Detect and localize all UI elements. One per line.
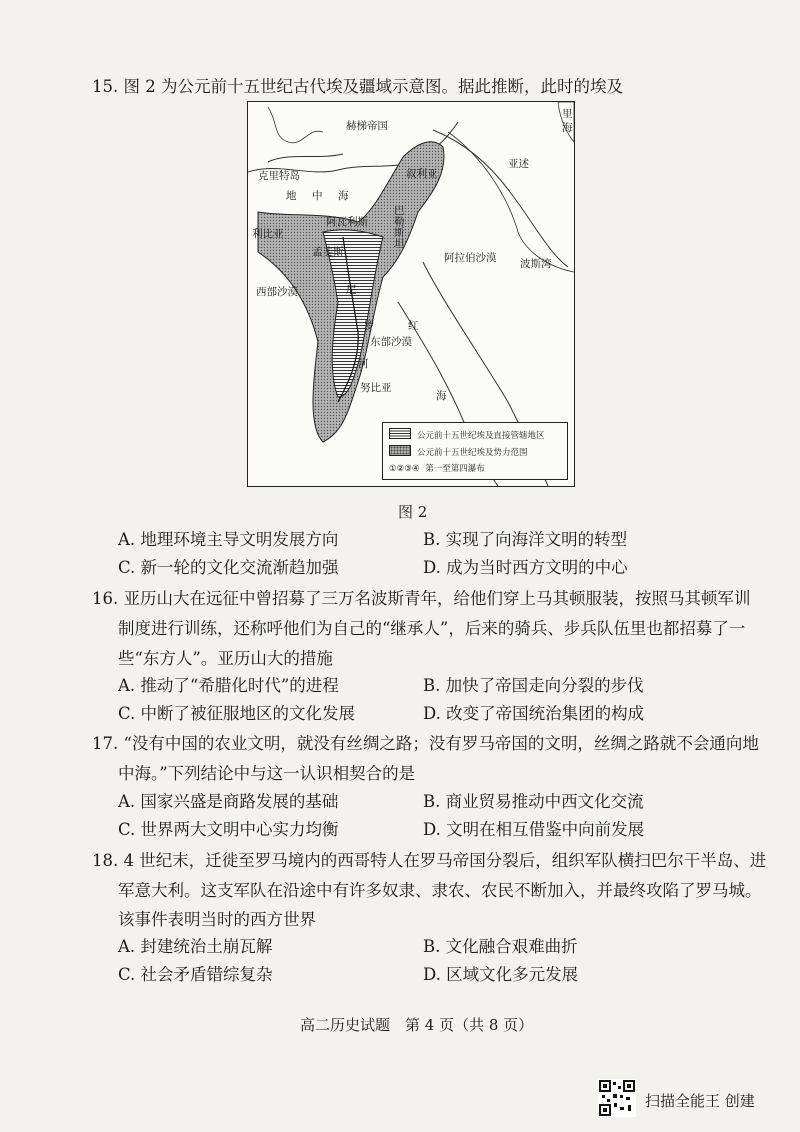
label-med-2: 中: [312, 190, 323, 202]
q16-option-c[interactable]: C. 中断了被征服地区的文化发展: [118, 704, 356, 723]
label-hittite: 赫梯帝国: [346, 120, 388, 132]
legend-row-cataracts: [389, 462, 485, 474]
egypt-map: [247, 101, 575, 487]
q18-stem-line3: 该事件表明当时的西方世界: [118, 910, 316, 929]
label-nubia: 努比亚: [360, 382, 392, 394]
label-arabian-desert: 阿拉伯沙漠: [444, 252, 497, 264]
q18-stem-line2: 军意大利。这支军队在沿途中有许多奴隶、隶农、农民不断加入，并最终攻陷了罗马城。: [118, 881, 762, 900]
q18-option-c[interactable]: C. 社会矛盾错综复杂: [118, 965, 273, 984]
label-caspian-2: 海: [562, 122, 573, 134]
label-persian-gulf: 波斯湾: [520, 258, 552, 270]
q17-option-c[interactable]: C. 世界两大文明中心实力均衡: [118, 820, 339, 839]
map-legend: [382, 422, 568, 480]
label-nile-2: 罗: [364, 320, 375, 332]
q18-option-a[interactable]: A. 封建统治土崩瓦解: [118, 937, 273, 956]
q17-stem-line1: 17. “没有中国的农业文明，就没有丝绸之路；没有罗马帝国的文明，丝绸之路就不会通向地: [92, 734, 759, 753]
label-syria: 叙利亚: [406, 168, 438, 180]
figure-caption: 图 2: [398, 503, 428, 521]
q16-stem-line2: 制度进行训练，还称呼他们为自己的“继承人”，后来的骑兵、步兵队伍里也都招募了一: [118, 619, 746, 638]
q17-option-b[interactable]: B. 商业贸易推动中西文化交流: [423, 792, 644, 811]
label-assyria: 亚述: [508, 158, 529, 170]
q15-option-d[interactable]: D. 成为当时西方文明的中心: [423, 558, 628, 577]
legend-row-hatched: [389, 428, 545, 441]
label-red-1: 红: [408, 320, 419, 332]
q15-option-b[interactable]: B. 实现了向海洋文明的转型: [423, 530, 628, 549]
q18-option-d[interactable]: D. 区域文化多元发展: [423, 965, 579, 984]
q16-stem-line1: 16. 亚历山大在远征中曾招募了三万名波斯青年，给他们穿上马其顿服装，按照马其顿军训: [92, 589, 751, 608]
label-memphis: 孟斐斯: [312, 246, 344, 258]
q16-option-a[interactable]: A. 推动了“希腊化时代”的进程: [118, 676, 339, 695]
page-footer: 高二历史试题 第 4 页（共 8 页）: [300, 1016, 534, 1034]
label-med-3: 海: [338, 190, 349, 202]
label-western-desert: 西部沙漠: [256, 286, 298, 298]
label-avaris: 阿瓦利斯: [326, 216, 368, 228]
scanner-watermark: 扫描全能王 创建: [645, 1092, 755, 1110]
q18-stem-line1: 18. 4 世纪末，迁徙至罗马境内的西哥特人在罗马帝国分裂后，组织军队横扫巴尔干半岛、进: [92, 851, 767, 870]
legend-dotted: 公元前十五世纪埃及势力范围: [417, 448, 528, 458]
hatched-swatch: [389, 428, 411, 439]
q18-option-b[interactable]: B. 文化融合艰难曲折: [423, 937, 578, 956]
label-red-2: 海: [436, 390, 447, 402]
legend-hatched: 公元前十五世纪埃及直接管辖地区: [417, 431, 545, 441]
label-palestine: 巴勒斯坦: [394, 205, 405, 250]
dotted-swatch: [389, 445, 411, 456]
label-med-1: 地: [286, 190, 297, 202]
label-crete: 克里特岛: [258, 170, 300, 182]
label-libya: 利比亚: [252, 228, 284, 240]
q16-stem-line3: 些“东方人”。亚历山大的措施: [118, 649, 333, 668]
q17-stem-line2: 中海。”下列结论中与这一认识相契合的是: [118, 764, 416, 783]
legend-cataracts: 第一至第四瀑布: [425, 464, 485, 474]
label-eastern-desert: 东部沙漠: [370, 336, 412, 348]
q15-stem: 15. 图 2 为公元前十五世纪古代埃及疆域示意图。据此推断，此时的埃及: [92, 77, 623, 96]
q15-option-c[interactable]: C. 新一轮的文化交流渐趋加强: [118, 558, 339, 577]
cataracts-marker: ①②③④: [389, 464, 420, 474]
label-caspian-1: 里: [562, 108, 573, 120]
q17-option-d[interactable]: D. 文明在相互借鉴中向前发展: [423, 820, 645, 839]
qr-code-icon: [598, 1079, 636, 1117]
q17-option-a[interactable]: A. 国家兴盛是商路发展的基础: [118, 792, 339, 811]
legend-row-dotted: [389, 445, 528, 458]
q15-option-a[interactable]: A. 地理环境主导文明发展方向: [118, 530, 339, 549]
label-nile-3: 河: [358, 358, 369, 370]
q16-option-d[interactable]: D. 改变了帝国统治集团的构成: [423, 704, 645, 723]
q16-option-b[interactable]: B. 加快了帝国走向分裂的步伐: [423, 676, 644, 695]
label-nile-1: 尼: [346, 284, 357, 296]
